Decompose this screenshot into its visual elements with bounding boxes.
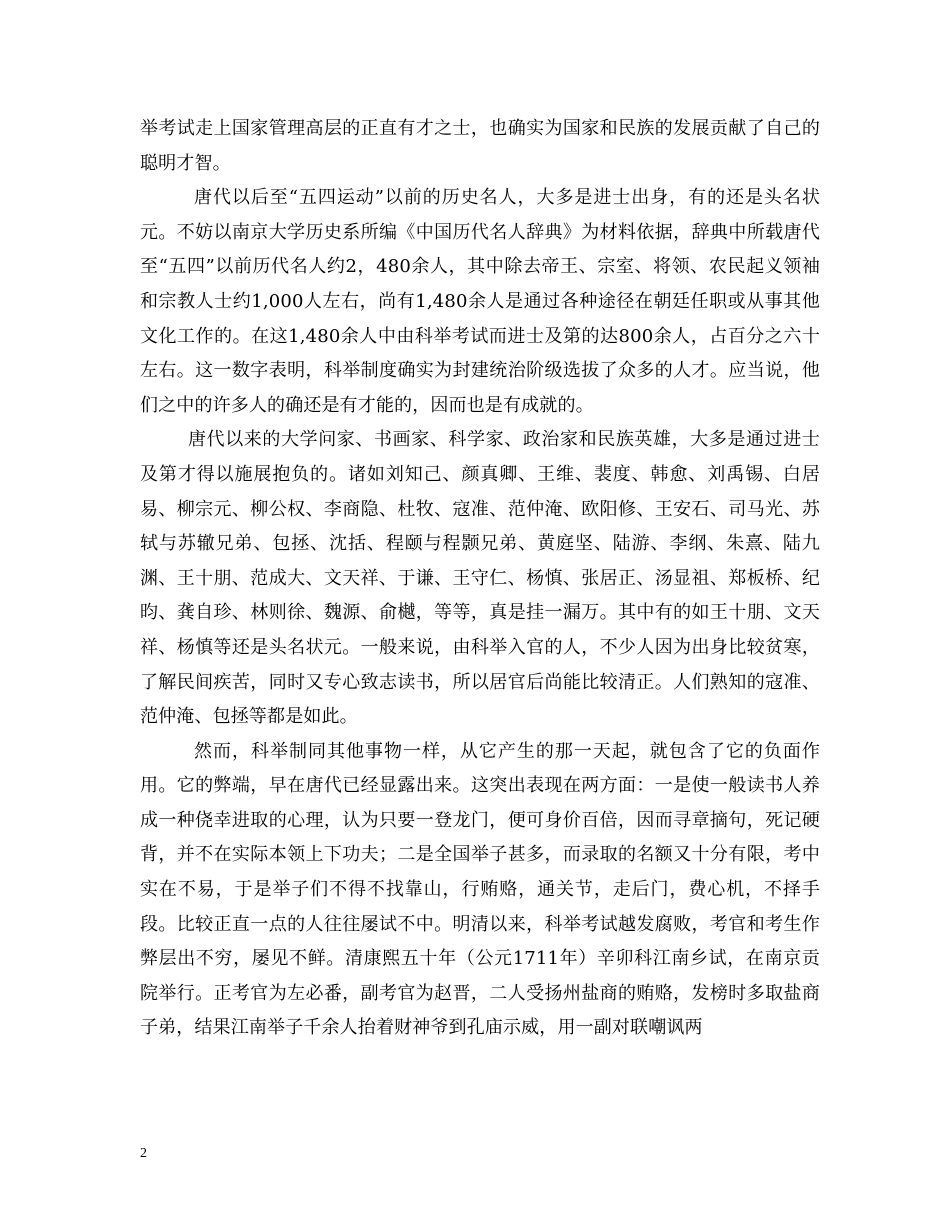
paragraph-continuation: 举考试走上国家管理高层的正直有才之士，也确实为国家和民族的发展贡献了自己的聪明才智。 [140,118,820,174]
paragraph-scholars-list: 唐代以来的大学问家、书画家、科学家、政治家和民族英雄，大多是通过进士及第才得以施展抱负的。诸如刘知己、颜真卿、王维、裴度、韩愈、刘禹锡、白居易、柳宗元、柳公权、李商隐、杜牧、寇准、范仲淹、欧阳修、王安石、司马光、苏轼与苏辙兄弟、包拯、沈括、程颐与程颢兄弟、黄庭坚、陆游、李纲、朱熹、陆九渊、王十朋、范成大、文天祥、于谦、王守仁、杨慎、张居正、汤显祖、郑板桥、纪昀、龚自珍、林则徐、魏源、俞樾，等等，真是挂一漏万。其中有的如王十朋、文天祥、杨慎等还是头名状元。一般来说，由科举入官的人，不少人因为出身比较贫寒，了解民间疾苦，同时又专心致志读书，所以居官后尚能比较清正。人们熟知的寇准、范仲淹、包拯等都是如此。 [140,429,820,728]
paragraph-negative-effects: 然而，科举制同其他事物一样，从它产生的那一天起，就包含了它的负面作用。它的弊端，早在唐代已经显露出来。这突出表现在两方面：一是使一般读书人养成一种侥幸进取的心理，认为只要一登龙门，便可身价百倍，因而寻章摘句，死记硬背，并不在实际本领上下功夫；二是全国举子甚多，而录取的名额又十分有限，考中实在不易，于是举子们不得不找靠山，行贿赂，通关节，走后门，费心机，不择手段。比较正直一点的人往往屡试不中。明清以来，科举考试越发腐败，考官和考生作弊层出不穷，屡见不鲜。清康熙五十年（公元1711年）辛卯科江南乡试，在南京贡院举行。正考官为左必番，副考官为赵晋，二人受扬州盐商的贿赂，发榜时多取盐商子弟，结果江南举子千余人抬着财神爷到孔庙示威，用一副对联嘲讽两 [140,740,820,1039]
paragraph-historical-figures: 唐代以后至“五四运动”以前的历史名人，大多是进士出身，有的还是头名状元。不妨以南京大学历史系所编《中国历代名人辞典》为材料依据，辞典中所载唐代至“五四”以前历代名人约2，480余人，其中除去帝王、宗室、将领、农民起义领袖和宗教人士约1,000人左右，尚有1,480余人是通过各种途径在朝廷任职或从事其他文化工作的。在这1,480余人中由科举考试而进士及第的达800余人，占百分之六十左右。这一数字表明，科举制度确实为封建统治阶级选拔了众多的人才。应当说，他们之中的许多人的确还是有才能的，因而也是有成就的。 [140,187,820,416]
body-text [140,112,820,1046]
page-number: 2 [140,1146,147,1161]
